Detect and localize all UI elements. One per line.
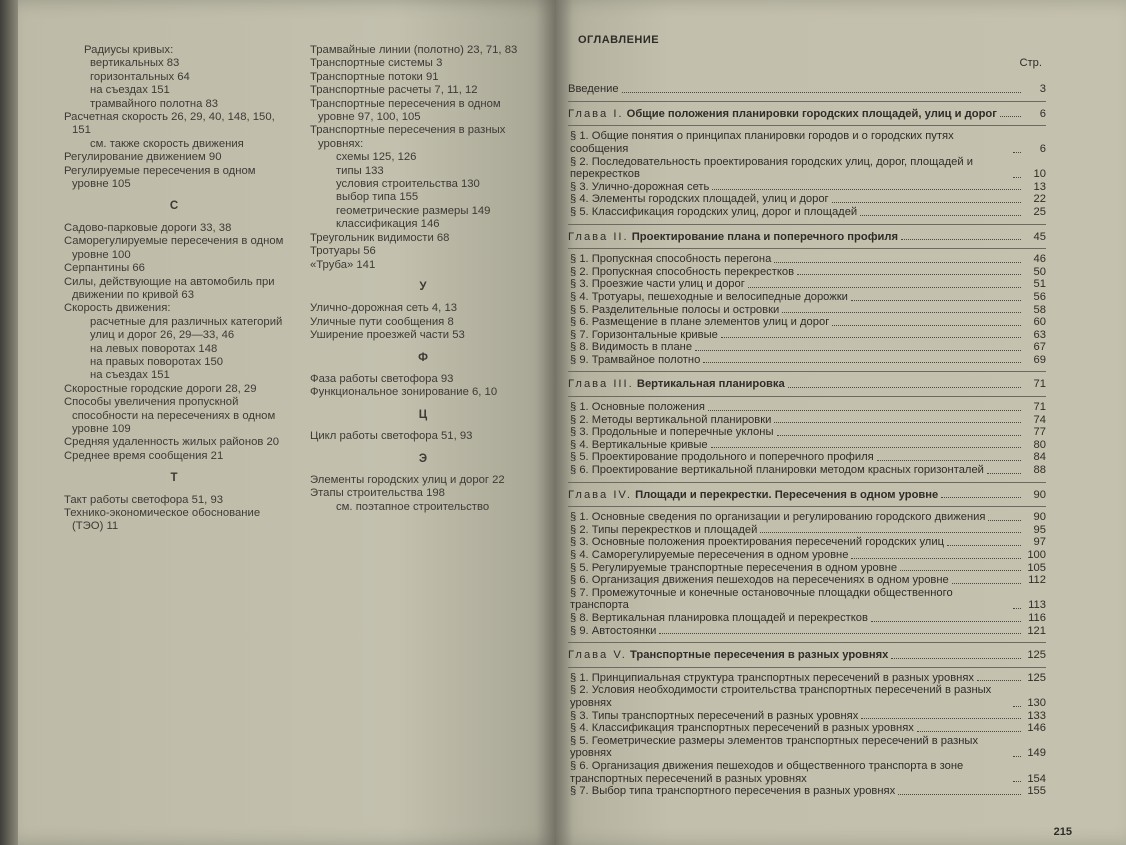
toc-section-title: § 4. Классификация транспортных пересечений в разных уровнях [570, 722, 914, 735]
leader-dots [774, 262, 1021, 263]
toc-section-row[interactable] [568, 341, 1046, 354]
toc-chapter-label: Глава I. [568, 107, 624, 120]
toc-intro-title: Введение [568, 83, 619, 96]
index-entry: Транспортные расчеты 7, 11, 12 [310, 84, 478, 97]
toc-section-page: 133 [1027, 709, 1046, 722]
toc-section-title: § 1. Основные положения [570, 401, 705, 414]
toc-section-row[interactable] [568, 414, 1046, 427]
toc-section-page: 58 [1033, 303, 1046, 316]
toc-section-title: § 6. Размещение в плане элементов улиц и дорог [570, 316, 830, 329]
index-entry: на левых поворотах 148 [90, 342, 218, 355]
leader-dots [988, 520, 1021, 521]
toc-section-title: § 2. Методы вертикальной планировки [570, 413, 772, 426]
leader-dots [711, 447, 1021, 448]
index-letter: Т [170, 472, 178, 485]
toc-section-title: § 2. Типы перекрестков и площадей [570, 523, 758, 536]
toc-section-page: 50 [1033, 265, 1046, 278]
index-entry: Улично-дорожная сеть 4, 13 [310, 302, 458, 315]
index-entry: расчетные для различных категорий улиц и дорог 26, 29—33, 46 [90, 315, 283, 342]
index-entry: Уличные пути сообщения 8 [310, 315, 454, 328]
index-entry: трамвайного полотна 83 [90, 97, 219, 110]
toc-section-row[interactable] [568, 401, 1046, 414]
toc-section-title: § 1. Принципиальная структура транспортных пересечений в разных уровнях [570, 671, 975, 684]
toc-section-row[interactable] [568, 760, 1046, 785]
index-entry: Скоростные городские дороги 28, 29 [64, 382, 257, 395]
toc-chapter-name: Вертикальная планировка [636, 378, 785, 391]
toc-chapter-title [568, 378, 785, 391]
page-column-label: Стр. [1019, 56, 1042, 69]
toc-section-title: § 6. Организация движения пешеходов на пересечениях в одном уровне [570, 574, 949, 587]
leader-dots [1013, 756, 1021, 757]
toc-section-row[interactable] [568, 266, 1046, 279]
toc-section-row[interactable] [568, 316, 1046, 329]
toc-section-title: § 4. Тротуары, пешеходные и велосипедные дорожки [570, 290, 848, 303]
index-letter: Э [418, 452, 428, 465]
toc-chapter-label: Глава III. [568, 378, 634, 391]
index-entry: Трамвайные линии (полотно) 23, 71, 83 [310, 44, 518, 56]
leader-dots [782, 312, 1021, 313]
leader-dots [861, 718, 1021, 719]
toc-section-page: 105 [1027, 561, 1046, 574]
leader-dots [703, 362, 1021, 363]
index-entry: Скорость движения: [64, 302, 171, 315]
toc-section-title: § 9. Трамвайное полотно [570, 353, 701, 366]
toc-section-page: 95 [1033, 523, 1046, 536]
index-entry: Способы увеличения пропускной способности на пересечениях в одном уровне 109 [64, 396, 276, 435]
toc-chapter-row[interactable] [568, 489, 1046, 502]
leader-dots [788, 387, 1021, 388]
leader-dots [941, 497, 1021, 498]
toc-section-page: 154 [1027, 772, 1046, 785]
toc-section-page: 149 [1027, 747, 1046, 760]
toc-section-title: § 2. Пропускная способность перекрестков [570, 265, 795, 278]
leader-dots [708, 410, 1021, 411]
index-entry: Регулирование движением 90 [64, 151, 222, 164]
toc-chapter-page: 125 [1027, 649, 1046, 662]
toc-section-row[interactable] [568, 354, 1046, 367]
toc-section-title: § 4. Вертикальные кривые [570, 438, 708, 451]
divider-line [568, 506, 1046, 507]
divider-line [568, 396, 1046, 397]
divider-line [568, 125, 1046, 126]
divider-line [568, 667, 1046, 668]
leader-dots [695, 350, 1021, 351]
toc-section-title: § 4. Элементы городских площадей, улиц и дорог [570, 193, 829, 206]
toc-section-row[interactable] [568, 156, 1046, 181]
leader-dots [900, 570, 1021, 571]
toc-section-row[interactable] [568, 735, 1046, 760]
table-of-contents [568, 34, 1046, 798]
toc-chapter-page: 45 [1033, 230, 1046, 243]
index-entry: Саморегулируемые пересечения в одном уровне 100 [64, 235, 284, 261]
toc-section-title: § 1. Пропускная способность перегона [570, 253, 772, 266]
toc-chapter-row[interactable] [568, 231, 1046, 244]
toc-section-row[interactable] [568, 206, 1046, 219]
contents-title: ОГЛАВЛЕНИЕ [578, 34, 660, 46]
toc-section-row[interactable] [568, 181, 1046, 194]
index-entry: см. также скорость движения [90, 137, 244, 150]
index-entry: Уширение проезжей части 53 [310, 329, 465, 342]
divider-line [568, 642, 1046, 643]
leader-dots [622, 92, 1021, 93]
toc-chapter-title [568, 489, 938, 502]
toc-section-page: 63 [1033, 328, 1046, 341]
toc-section-title: § 7. Горизонтальные кривые [570, 328, 718, 341]
index-entry: Расчетная скорость 26, 29, 40, 148, 150, 151 [64, 111, 275, 137]
toc-section-page: 6 [1039, 142, 1046, 155]
leader-dots [832, 325, 1021, 326]
toc-chapter-label: Глава V. [568, 649, 627, 662]
index-entry: Треугольник видимости 68 [310, 231, 450, 244]
toc-section-page: 121 [1027, 624, 1046, 637]
toc-section-row[interactable] [568, 710, 1046, 723]
toc-chapter-name: Проектирование плана и поперечного профиля [631, 230, 899, 243]
toc-chapter-title [568, 108, 997, 121]
toc-intro-page: 3 [1039, 83, 1046, 96]
leader-dots [987, 473, 1021, 474]
leader-dots [774, 422, 1021, 423]
toc-section-title: § 8. Вертикальная планировка площадей и перекрестков [570, 611, 868, 624]
toc-chapter-row[interactable] [568, 108, 1046, 121]
leader-dots [797, 274, 1021, 275]
leader-dots [952, 583, 1021, 584]
index-entry: Фаза работы светофора 93 [310, 372, 454, 385]
toc-section-row[interactable] [568, 304, 1046, 317]
leader-dots [832, 202, 1021, 203]
toc-section-page: 116 [1028, 611, 1046, 624]
leader-dots [1013, 781, 1021, 782]
toc-section-page: 56 [1033, 290, 1046, 303]
toc-section-row[interactable] [568, 511, 1046, 524]
divider-line [568, 101, 1046, 102]
index-letter: Ц [418, 408, 428, 421]
toc-section-page: 100 [1027, 549, 1046, 561]
toc-section-page: 25 [1033, 205, 1046, 218]
toc-section-page: 74 [1033, 413, 1046, 426]
toc-section-page: 22 [1033, 193, 1046, 206]
toc-section-row[interactable] [568, 562, 1046, 575]
toc-section-row[interactable] [568, 587, 1046, 612]
leader-dots [917, 731, 1021, 732]
index-entry: Элементы городских улиц и дорог 22 [310, 473, 505, 486]
index-entry: см. поэтапное строительство [336, 500, 490, 513]
index-entry: Среднее время сообщения 21 [64, 449, 224, 462]
leader-dots [947, 545, 1021, 546]
toc-section-title: § 4. Саморегулируемые пересечения в одном уровне [570, 549, 849, 561]
toc-section-page: 10 [1033, 168, 1046, 181]
toc-section-row[interactable] [568, 625, 1046, 638]
toc-section-title: § 5. Регулируемые транспортные пересечения в одном уровне [570, 561, 898, 574]
leader-dots [721, 337, 1021, 338]
index-entry: Регулируемые пересечения в одном уровне 105 [64, 164, 256, 191]
toc-section-row[interactable] [568, 672, 1046, 685]
leader-dots [1013, 706, 1021, 707]
toc-section-page: 46 [1033, 253, 1046, 266]
toc-section-page: 77 [1033, 426, 1046, 439]
toc-section-row[interactable] [568, 253, 1046, 266]
index-entry: Транспортные системы 3 [310, 57, 443, 70]
toc-chapter-label: Глава II. [568, 230, 629, 243]
leader-dots [851, 558, 1021, 559]
toc-section-row[interactable] [568, 785, 1046, 798]
toc-section-page: 97 [1033, 536, 1046, 549]
toc-section-title: § 1. Основные сведения по организации и регулированию городского движения [570, 511, 986, 524]
divider-line [568, 482, 1046, 483]
leader-dots [1000, 116, 1021, 117]
toc-section-title: § 2. Условия необходимости строительства транспортных пересечений в разных уровнях [570, 684, 992, 709]
index-entry: условия строительства 130 [336, 178, 480, 191]
index-entry: Такт работы светофора 51, 93 [64, 493, 224, 506]
index-entry: классификация 146 [336, 218, 440, 231]
toc-section-title: § 3. Проезжие части улиц и дорог [570, 278, 745, 291]
leader-dots [760, 532, 1021, 533]
index-entry: горизонтальных 64 [90, 70, 190, 83]
toc-section-title: § 2. Последовательность проектирования городских улиц, дорог, площадей и перекрестков [570, 155, 973, 181]
toc-section-row[interactable] [568, 464, 1046, 477]
toc-section-row[interactable] [568, 278, 1046, 291]
toc-section-page: 125 [1027, 671, 1046, 684]
toc-section-row[interactable] [568, 291, 1046, 304]
index-entry: «Труба» 141 [310, 258, 376, 271]
index-entry: Силы, действующие на автомобиль при движении по кривой 63 [64, 275, 275, 301]
toc-section-title: § 3. Типы транспортных пересечений в разных уровнях [570, 709, 859, 722]
toc-section-page: 88 [1033, 464, 1046, 477]
toc-section-title: § 8. Видимость в плане [570, 341, 693, 354]
toc-section-row[interactable] [568, 536, 1046, 549]
toc-section-page: 84 [1033, 451, 1046, 464]
index-entry: схемы 125, 126 [336, 151, 417, 164]
index-entry: выбор типа 155 [336, 191, 419, 204]
toc-chapter-name: Площади и перекрестки. Пересечения в одном уровне [635, 488, 939, 501]
index-entry: типы 133 [336, 164, 384, 177]
toc-section-page: 80 [1033, 438, 1046, 451]
toc-chapter-page: 6 [1039, 107, 1046, 120]
toc-section-row[interactable] [568, 722, 1046, 735]
toc-section-row[interactable] [568, 329, 1046, 342]
index-entry: геометрические размеры 149 [336, 204, 491, 217]
index-entry: Транспортные пересечения в одном уровне 97, 100, 105 [310, 97, 501, 124]
toc-chapters [568, 101, 1046, 798]
toc-chapter-name: Транспортные пересечения в разных уровнях [629, 649, 889, 662]
toc-section-page: 51 [1033, 278, 1046, 291]
index-entry: Технико-экономическое обоснование (ТЭО) 11 [64, 507, 261, 533]
leader-dots [1013, 152, 1021, 153]
toc-section-title: § 5. Проектирование продольного и поперечного профиля [570, 451, 874, 464]
toc-section-page: 112 [1028, 574, 1046, 587]
divider-line [568, 224, 1046, 225]
toc-chapter-page: 71 [1033, 378, 1046, 391]
toc-section-title: § 1. Общие понятия о принципах планировки городов и о городских путях сообщения [570, 130, 954, 155]
divider-line [568, 371, 1046, 372]
index-entry: Этапы строительства 198 [310, 487, 445, 500]
toc-section-title: § 9. Автостоянки [570, 624, 657, 637]
toc-chapter-title [568, 649, 888, 662]
index-entry: Функциональное зонирование 6, 10 [310, 386, 498, 399]
toc-section-row[interactable] [568, 426, 1046, 439]
index-entry: Тротуары 56 [310, 245, 376, 258]
toc-section-page: 69 [1033, 353, 1046, 366]
toc-section-title: § 6. Организация движения пешеходов и общественного транспорта в зоне транспортных пересечений в разных уровнях [570, 759, 964, 785]
leader-dots [777, 435, 1022, 436]
index-entry: Серпантины 66 [64, 262, 145, 275]
index-letter: С [169, 200, 179, 213]
leader-dots [748, 287, 1021, 288]
toc-section-page: 113 [1028, 599, 1046, 612]
toc-section-row[interactable] [568, 524, 1046, 537]
toc-section-title: § 6. Проектирование вертикальной планировки методом красных горизонталей [570, 464, 984, 477]
toc-section-row[interactable] [568, 574, 1046, 587]
index-letter: Ф [418, 351, 428, 364]
leader-dots [871, 621, 1021, 622]
leader-dots [851, 300, 1021, 301]
toc-section-row[interactable] [568, 684, 1046, 709]
toc-section-title: § 7. Выбор типа транспортного пересечения в разных уровнях [570, 785, 896, 798]
toc-section-page: 71 [1033, 401, 1046, 414]
leader-dots [1013, 177, 1021, 178]
toc-section-page: 60 [1033, 316, 1046, 329]
index-column-1 [64, 44, 284, 534]
index-entry: Цикл работы светофора 51, 93 [310, 430, 473, 443]
toc-section-title: § 3. Продольные и поперечные уклоны [570, 426, 774, 439]
leader-dots [1013, 608, 1021, 609]
toc-section-page: 130 [1027, 696, 1046, 709]
leader-dots [712, 189, 1021, 190]
toc-section-page: 67 [1033, 341, 1046, 354]
page-number: 215 [1053, 826, 1072, 838]
toc-chapter-title [568, 231, 898, 244]
toc-section-title: § 3. Улично-дорожная сеть [570, 180, 710, 193]
toc-section-row[interactable] [568, 439, 1046, 452]
leader-dots [659, 633, 1021, 634]
toc-section-page: 146 [1027, 722, 1046, 735]
index-entry: Транспортные пересечения в разных уровнях: [310, 124, 506, 150]
toc-section-title: § 5. Классификация городских улиц, дорог и площадей [570, 205, 858, 218]
leader-dots [901, 239, 1021, 240]
leader-dots [877, 460, 1021, 461]
toc-chapter-page: 90 [1033, 488, 1046, 501]
index-column-2 [310, 44, 536, 514]
toc-section-page: 13 [1033, 180, 1046, 193]
toc-section-row[interactable] [568, 193, 1046, 206]
toc-chapter-row[interactable] [568, 649, 1046, 662]
index-entry: Транспортные потоки 91 [310, 70, 439, 83]
toc-chapter-label: Глава IV. [568, 488, 632, 501]
index-entry: вертикальных 83 [90, 57, 180, 70]
toc-section-row[interactable] [568, 549, 1046, 562]
toc-section-title: § 3. Основные положения проектирования пересечений городских улиц [570, 536, 944, 549]
index-entry: на правых поворотах 150 [90, 355, 224, 368]
toc-section-title: § 7. Промежуточные и конечные остановочные площадки общественного транспорта [570, 586, 953, 612]
leader-dots [977, 680, 1021, 681]
toc-section-row[interactable] [568, 451, 1046, 464]
toc-section-page: 155 [1027, 785, 1046, 798]
toc-section-row[interactable] [568, 612, 1046, 625]
leader-dots [860, 215, 1021, 216]
index-letter: У [419, 280, 427, 293]
toc-chapter-row[interactable] [568, 378, 1046, 391]
index-entry: Средняя удаленность жилых районов 20 [64, 436, 280, 449]
toc-chapter-name: Общие положения планировки городских площадей, улиц и дорог [626, 107, 997, 120]
leader-dots [891, 658, 1021, 659]
toc-section-row[interactable] [568, 130, 1046, 155]
toc-intro-row[interactable] [568, 83, 1046, 96]
index-entry: Радиусы кривых: [84, 44, 174, 56]
divider-line [568, 248, 1046, 249]
index-entry: на съездах 151 [90, 369, 170, 382]
index-entry: на съездах 151 [90, 84, 170, 97]
toc-section-title: § 5. Геометрические размеры элементов транспортных пересечений в разных уровнях [570, 734, 979, 760]
leader-dots [898, 794, 1021, 795]
toc-section-title: § 5. Разделительные полосы и островки [570, 303, 780, 316]
index-entry: Садово-парковые дороги 33, 38 [64, 221, 232, 234]
toc-section-page: 90 [1033, 511, 1046, 524]
